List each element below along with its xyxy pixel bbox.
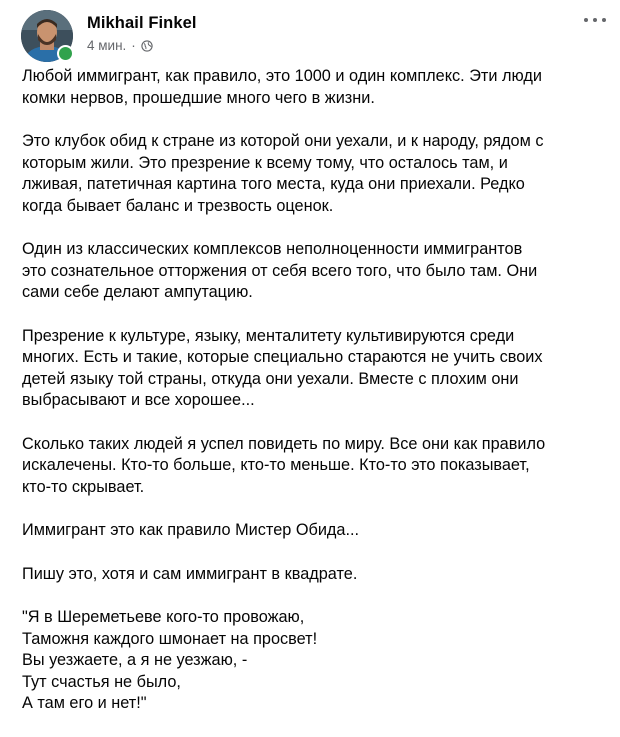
post-paragraph bbox=[22, 607, 612, 715]
post-text-line: Пишу это, хотя и сам иммигрант в квадрате. bbox=[22, 564, 358, 583]
post-paragraph bbox=[22, 239, 612, 304]
post-text-line: Это клубок обид к стране из которой они уехали, и к народу, рядом с bbox=[22, 132, 544, 150]
post-text-line: искалечены. Кто-то больше, кто-то меньше. Кто-то это показывает, bbox=[22, 456, 530, 474]
post-text-line: выбрасывают и все хорошее... bbox=[22, 391, 255, 409]
post-paragraph bbox=[22, 131, 612, 217]
more-dot bbox=[602, 18, 606, 22]
post-timestamp[interactable]: 4 мин. bbox=[87, 38, 127, 53]
avatar-container[interactable] bbox=[21, 10, 73, 62]
post-paragraph bbox=[22, 326, 612, 412]
post-paragraph bbox=[22, 564, 612, 586]
online-status-indicator bbox=[57, 45, 74, 62]
post-text-line: Таможня каждого шмонает на просвет! bbox=[22, 629, 318, 648]
post-text-line: Один из классических комплексов неполноценности иммигрантов bbox=[22, 240, 523, 258]
post-text-line: это сознательное отторжения от себя всего того, что было там. Они bbox=[22, 261, 538, 280]
post-paragraph bbox=[22, 520, 612, 542]
post-text-line: "Я в Шереметьеве кого-то провожаю, bbox=[22, 608, 305, 626]
post-paragraph bbox=[22, 434, 612, 499]
meta-separator: · bbox=[131, 38, 136, 53]
post-paragraph bbox=[22, 66, 612, 109]
more-dot bbox=[584, 18, 588, 22]
post-text-line: Тут счастья не было, bbox=[22, 672, 181, 691]
post-text-line: Вы уезжаете, а я не уезжаю, - bbox=[22, 651, 248, 669]
post-text-line: Иммигрант это как правило Мистер Обида... bbox=[22, 521, 360, 539]
post-meta bbox=[87, 38, 153, 53]
post-text-line: детей языку той страны, откуда они уехали. Вместе с плохим они bbox=[22, 369, 519, 388]
post-text-line: Презрение к культуре, языку, менталитету культивируются среди bbox=[22, 326, 515, 345]
post-text-line: кто-то скрывает. bbox=[22, 477, 145, 496]
more-horizontal-icon[interactable] bbox=[584, 14, 606, 26]
post-header bbox=[0, 0, 620, 70]
post-text-line: многих. Есть и такие, которые специально стараются не учить своих bbox=[22, 348, 543, 366]
post-text-line: комки нервов, прошедшие много чего в жизни. bbox=[22, 88, 375, 107]
post-text-line: Сколько таких людей я успел повидеть по миру. Все они как правило bbox=[22, 434, 546, 453]
post-text-line: лживая, патетичная картина того места, куда они приехали. Редко bbox=[22, 175, 525, 193]
more-dot bbox=[593, 18, 597, 22]
globe-icon[interactable] bbox=[141, 40, 153, 52]
post-text bbox=[22, 66, 612, 737]
post-text-line: Любой иммигрант, как правило, это 1000 и один комплекс. Эти люди bbox=[22, 67, 542, 85]
post-text-line: когда бывает баланс и трезвость оценок. bbox=[22, 196, 334, 215]
post-text-line: А там его и нет!" bbox=[22, 694, 147, 712]
post-text-line: которым жили. Это презрение к всему тому, что осталось там, и bbox=[22, 153, 508, 172]
post-text-line: сами себе делают ампутацию. bbox=[22, 283, 253, 301]
author-name[interactable]: Mikhail Finkel bbox=[87, 14, 197, 32]
